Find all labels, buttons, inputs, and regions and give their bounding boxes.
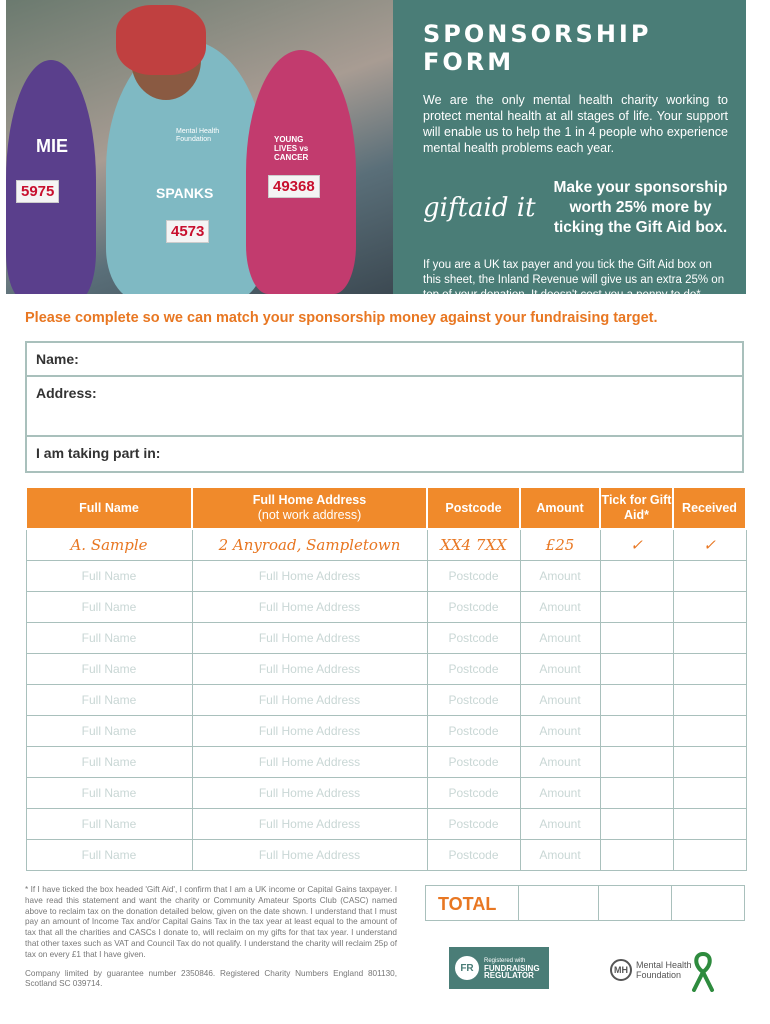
vest-text: SPANKS (156, 185, 214, 201)
mhf-line1: Mental Health (636, 960, 692, 970)
cell-amount[interactable]: Amount (520, 591, 600, 622)
bib-right: 49368 (268, 175, 320, 198)
table-row (26, 777, 746, 808)
fr-mark-icon: FR (455, 956, 479, 980)
cell-giftaid-tick[interactable] (600, 715, 673, 746)
cell-address[interactable]: Full Home Address (192, 591, 427, 622)
cell-giftaid-tick[interactable] (600, 653, 673, 684)
mhf-mark-icon: MH (610, 959, 632, 981)
cell-amount[interactable]: Amount (520, 560, 600, 591)
cell-received-tick[interactable] (673, 808, 746, 839)
cell-received-tick[interactable] (673, 591, 746, 622)
total-box (425, 885, 745, 921)
cell-amount[interactable]: Amount (520, 777, 600, 808)
cell-giftaid-tick[interactable] (600, 746, 673, 777)
cell-received-tick[interactable] (673, 684, 746, 715)
cell-amount[interactable]: Amount (520, 653, 600, 684)
cell-postcode[interactable]: Postcode (427, 839, 520, 870)
table-row (26, 653, 746, 684)
cell-postcode[interactable]: Postcode (427, 777, 520, 808)
cell-full-name[interactable]: Full Name (26, 684, 192, 715)
table-row (26, 684, 746, 715)
cell-received-tick[interactable] (673, 746, 746, 777)
table-row (26, 715, 746, 746)
table-row (26, 808, 746, 839)
cell-postcode[interactable]: Postcode (427, 560, 520, 591)
green-ribbon-icon (690, 952, 716, 992)
cell-address[interactable]: Full Home Address (192, 839, 427, 870)
cell-full-name[interactable]: Full Name (26, 622, 192, 653)
cell-received-tick[interactable] (673, 560, 746, 591)
fr-line3: REGULATOR (484, 970, 534, 980)
cell-address[interactable]: Full Home Address (192, 560, 427, 591)
cell-amount[interactable]: Amount (520, 839, 600, 870)
table-row (26, 839, 746, 870)
vest-logo: Mental Health Foundation (176, 128, 220, 143)
cell-address[interactable]: Full Home Address (192, 684, 427, 715)
cell-full-name[interactable]: Full Name (26, 808, 192, 839)
info-panel (393, 0, 746, 301)
fr-line1: Registered with (484, 957, 526, 964)
declaration-text: * If I have ticked the box headed 'Gift Aid', I confirm that I am a UK income or Capital Gains taxpayer. I have read this statement and want the charity or Community Amateur Sports Club (CASC) named above to reclaim tax on the donation detailed below, given on the date shown. I understand that I must pay an amount of Income Tax and/or Capital Gains Tax in the tax year at least equal to the amount of tax that all the charities and CASCs I donate to, will reclaim on my gifts for that tax year. I understand that other taxes such as VAT and Council Tax do not qualify. I understand the charity will reclaim 25p of tax on every £1 that I have given. (25, 885, 397, 959)
table-row (26, 560, 746, 591)
fr-line2: FUNDRAISING (484, 963, 540, 973)
intro-text: We are the only mental health charity working to protect mental health at all stages of life. Your support will enable us to help the 1 in 4 people who experience mental health problems each year. (423, 93, 728, 155)
cell-received-tick[interactable] (673, 715, 746, 746)
cell-postcode[interactable]: Postcode (427, 808, 520, 839)
cell-full-name[interactable]: Full Name (26, 839, 192, 870)
table-row (26, 746, 746, 777)
cell-full-name[interactable]: Full Name (26, 715, 192, 746)
sample-giftaid-tick: ✓ (600, 529, 673, 560)
giftaid-note: If you are a UK tax payer and you tick the Gift Aid box on this sheet, the Inland Revenue will give us an extra 25% on top of your donation. It doesn't cost you a penny to do* (423, 259, 725, 301)
hero-banner (6, 0, 746, 301)
form-title: SPONSORSHIP FORM (423, 20, 652, 76)
table-row (26, 622, 746, 653)
giftaid-row (423, 178, 728, 238)
cell-address[interactable]: Full Home Address (192, 808, 427, 839)
mhf-line2: Foundation (636, 970, 682, 980)
cell-received-tick[interactable] (673, 653, 746, 684)
mental-health-foundation-logo (610, 950, 720, 990)
total-giftaid-cell[interactable] (599, 886, 672, 920)
cell-full-name[interactable]: Full Name (26, 777, 192, 808)
event-field[interactable]: I am taking part in: (36, 445, 161, 461)
header-postcode: Postcode (427, 487, 520, 529)
sample-postcode: XX4 7XX (427, 529, 520, 560)
bib-main: 4573 (166, 220, 209, 243)
company-info: Company limited by guarantee number 2350846. Registered Charity Numbers England 801130, Scotland SC 039714. (25, 968, 397, 989)
header-address (192, 487, 427, 529)
cell-amount[interactable]: Amount (520, 622, 600, 653)
header-address-label: Full Home Address (252, 493, 367, 507)
mhf-text (636, 960, 692, 980)
cell-giftaid-tick[interactable] (600, 591, 673, 622)
vest-right-text: YOUNG LIVES vs CANCER (274, 135, 309, 162)
cell-amount[interactable]: Amount (520, 684, 600, 715)
cell-postcode[interactable]: Postcode (427, 684, 520, 715)
cell-postcode[interactable]: Postcode (427, 653, 520, 684)
giftaid-headline: Make your sponsorship worth 25% more by ticking the Gift Aid box. (553, 179, 728, 236)
header-full-name: Full Name (26, 487, 192, 529)
participant-details (25, 341, 744, 473)
giftaid-declaration (25, 885, 397, 990)
cell-address[interactable]: Full Home Address (192, 622, 427, 653)
address-field[interactable]: Address: (27, 377, 742, 437)
fundraising-prompt: Please complete so we can match your sponsorship money against your fundraising target. (25, 310, 658, 326)
table-row (26, 591, 746, 622)
sample-name: A. Sample (26, 529, 192, 560)
table-header-row (26, 487, 746, 529)
name-field[interactable]: Name: (27, 343, 742, 377)
total-amount-cell[interactable] (519, 886, 599, 920)
total-label: TOTAL (426, 886, 519, 920)
sample-address: 2 Anyroad, Sampletown (192, 529, 427, 560)
cell-giftaid-tick[interactable] (600, 622, 673, 653)
sponsor-table (25, 486, 747, 871)
sample-received-tick: ✓ (673, 529, 746, 560)
cell-received-tick[interactable] (673, 622, 746, 653)
vest-left-text: MIE (36, 136, 69, 156)
cell-giftaid-tick[interactable] (600, 839, 673, 870)
total-received-cell[interactable] (672, 886, 744, 920)
cell-address[interactable]: Full Home Address (192, 746, 427, 777)
header-received: Received (673, 487, 746, 529)
giftaid-logo: giftaid it (423, 193, 536, 223)
cell-postcode[interactable]: Postcode (427, 622, 520, 653)
sample-row (26, 529, 746, 560)
runner-back (116, 5, 206, 75)
cell-postcode[interactable]: Postcode (427, 715, 520, 746)
runner-left (6, 60, 96, 294)
runners-photo (6, 0, 393, 294)
bib-left: 5975 (16, 180, 59, 203)
cell-address[interactable]: Full Home Address (192, 653, 427, 684)
cell-received-tick[interactable] (673, 777, 746, 808)
sample-amount: £25 (520, 529, 600, 560)
cell-giftaid-tick[interactable] (600, 684, 673, 715)
cell-full-name[interactable]: Full Name (26, 653, 192, 684)
cell-postcode[interactable]: Postcode (427, 591, 520, 622)
header-amount: Amount (520, 487, 600, 529)
cell-giftaid-tick[interactable] (600, 560, 673, 591)
fundraising-regulator-logo (449, 947, 549, 989)
cell-full-name[interactable]: Full Name (26, 560, 192, 591)
cell-received-tick[interactable] (673, 839, 746, 870)
cell-full-name[interactable]: Full Name (26, 591, 192, 622)
runner-right (246, 50, 356, 294)
cell-giftaid-tick[interactable] (600, 808, 673, 839)
cell-address[interactable]: Full Home Address (192, 715, 427, 746)
cell-amount[interactable]: Amount (520, 715, 600, 746)
cell-address[interactable]: Full Home Address (192, 777, 427, 808)
cell-giftaid-tick[interactable] (600, 777, 673, 808)
cell-postcode[interactable]: Postcode (427, 746, 520, 777)
cell-amount[interactable]: Amount (520, 746, 600, 777)
cell-amount[interactable]: Amount (520, 808, 600, 839)
fr-text (484, 958, 540, 979)
header-giftaid: Tick for Gift Aid* (600, 487, 673, 529)
header-address-sub: (not work address) (257, 508, 362, 522)
cell-full-name[interactable]: Full Name (26, 746, 192, 777)
